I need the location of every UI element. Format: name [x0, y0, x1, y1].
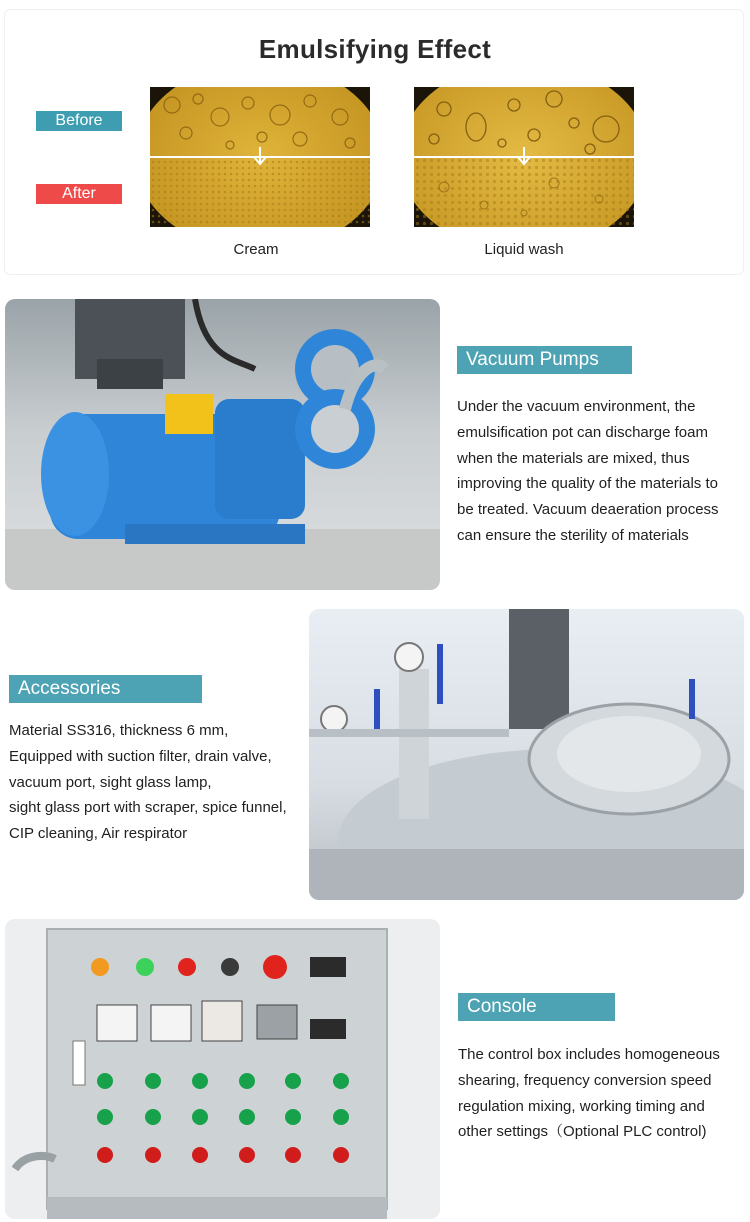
console-heading: Console — [458, 993, 615, 1021]
vacuum-line: emulsification pot can discharge foam — [457, 423, 708, 441]
vacuum-pumps-description — [457, 394, 747, 549]
vacuum-pump-photo — [5, 299, 440, 590]
before-label: Before — [36, 111, 122, 131]
vacuum-line: when the materials are mixed, thus — [457, 449, 690, 467]
accessories-description — [9, 718, 305, 847]
console-line: The control box includes homogeneous — [458, 1046, 720, 1063]
accessories-line: Material SS316, thickness 6 mm, — [9, 722, 229, 739]
liquid-wash-micrograph — [414, 87, 634, 227]
emulsifying-title: Emulsifying Effect — [258, 34, 492, 64]
console-description — [458, 1042, 748, 1145]
cream-micrograph — [150, 87, 370, 227]
accessories-line: sight glass port with scraper, spice funnel, — [9, 799, 287, 817]
console-line: shearing, frequency conversion speed — [458, 1071, 712, 1089]
vacuum-line: be treated. Vacuum deaeration process — [457, 501, 719, 519]
console-photo — [5, 919, 440, 1219]
console-line: regulation mixing, working timing and — [458, 1097, 705, 1115]
accessories-line: Equipped with suction filter, drain valve, — [9, 747, 272, 765]
accessories-tank-photo — [309, 609, 744, 900]
accessories-line: CIP cleaning, Air respirator — [9, 825, 188, 843]
vacuum-line: Under the vacuum environment, the — [457, 398, 696, 415]
console-line: other settings（Optional PLC control) — [458, 1123, 707, 1141]
vacuum-line: improving the quality of the materials to — [457, 475, 718, 493]
liquid-wash-caption: Liquid wash — [484, 241, 564, 258]
accessories-line: vacuum port, sight glass lamp, — [9, 773, 212, 791]
vacuum-pumps-heading: Vacuum Pumps — [457, 346, 632, 374]
vacuum-line: can ensure the sterility of materials — [457, 526, 689, 544]
after-label: After — [36, 184, 122, 204]
accessories-heading: Accessories — [9, 675, 202, 703]
cream-caption: Cream — [233, 241, 279, 258]
